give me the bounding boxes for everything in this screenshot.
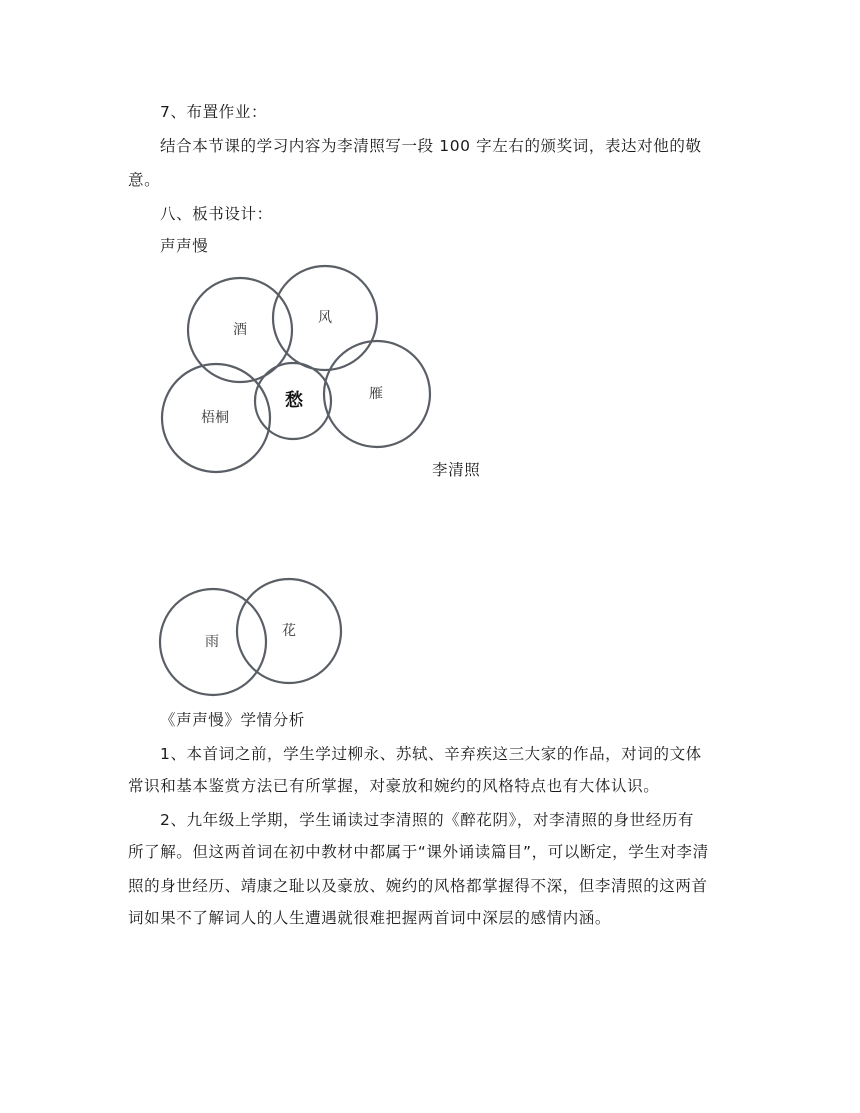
analysis-point-1-cont: 常识和基本鉴赏方法已有所掌握，对豪放和婉约的风格特点也有大体认识。 bbox=[128, 777, 660, 795]
analysis-point-2-cont3: 词如果不了解词人的人生遭遇就很难把握两首词中深层的感情内涵。 bbox=[128, 909, 612, 927]
analysis-point-2-cont1: 所了解。但这两首词在初中教材中都属于“课外诵读篇目”，可以断定，学生对李清 bbox=[128, 843, 709, 861]
analysis-point-1: 1、本首词之前，学生学过柳永、苏轼、辛弃疾这三大家的作品，对词的文体 bbox=[160, 745, 702, 763]
label-flower: 花 bbox=[282, 623, 296, 639]
label-rain: 雨 bbox=[205, 634, 219, 650]
label-goose: 雁 bbox=[369, 386, 383, 402]
author-name: 李清照 bbox=[432, 461, 481, 479]
poem-title: 声声慢 bbox=[160, 237, 209, 255]
assignment-text: 结合本节课的学习内容为李清照写一段 100 字左右的颁奖词，表达对他的敬 bbox=[160, 137, 702, 155]
analysis-title: 《声声慢》学情分析 bbox=[160, 711, 305, 729]
analysis-point-2: 2、九年级上学期，学生诵读过李清照的《醉花阴》，对李清照的身世经历有 bbox=[160, 811, 695, 829]
label-wind: 风 bbox=[318, 310, 332, 326]
analysis-point-2-cont2: 照的身世经历、靖康之耻以及豪放、婉约的风格都掌握得不深，但李清照的这两首 bbox=[128, 877, 708, 895]
label-sorrow: 愁 bbox=[285, 390, 303, 411]
assignment-heading: 7、布置作业： bbox=[160, 103, 268, 121]
assignment-text-cont: 意。 bbox=[128, 171, 161, 189]
label-wutong: 梧桐 bbox=[201, 410, 229, 426]
label-wine: 酒 bbox=[233, 322, 247, 338]
board-design-heading: 八、板书设计： bbox=[160, 205, 273, 223]
